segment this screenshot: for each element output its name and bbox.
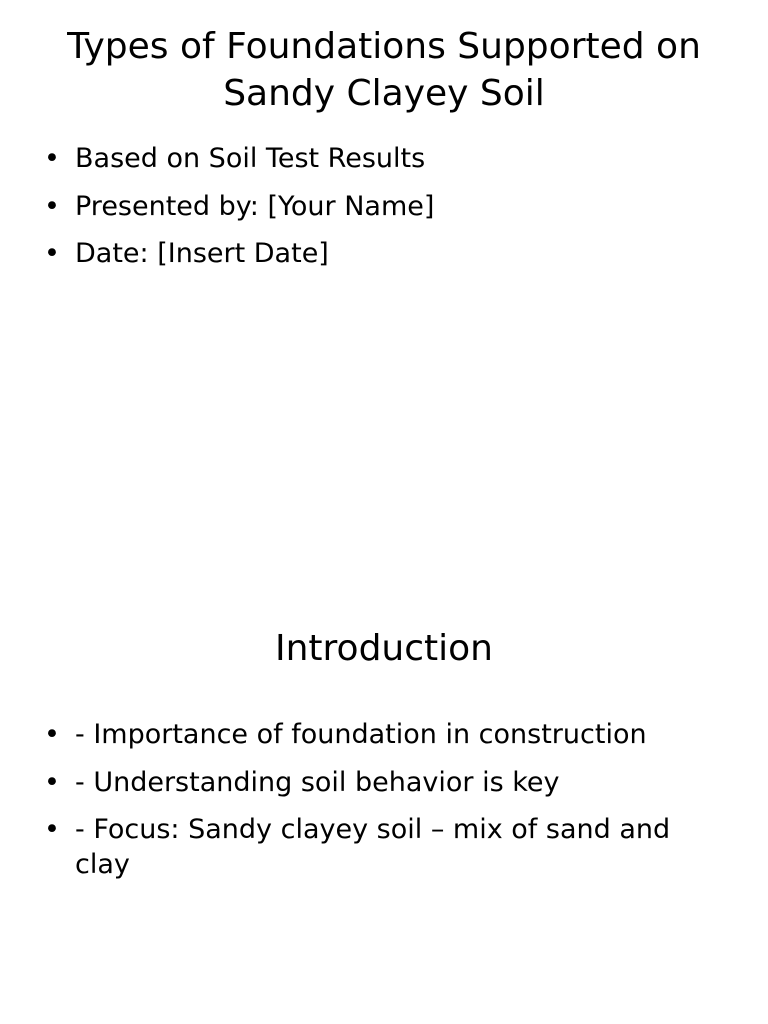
bullet-icon: •: [44, 814, 60, 846]
bullet-item: [40, 142, 730, 177]
bullet-item: [40, 718, 730, 753]
bullet-item: [40, 190, 730, 225]
bullet-icon: •: [44, 190, 60, 222]
bullet-text: - Importance of foundation in construction: [75, 719, 647, 750]
bullet-icon: •: [44, 143, 60, 174]
bullet-text: Based on Soil Test Results: [75, 143, 426, 174]
bullet-list: [40, 718, 730, 895]
introduction-slide: [0, 512, 768, 1024]
bullet-text: Date: [Insert Date]: [75, 238, 329, 270]
bullet-icon: •: [44, 766, 60, 798]
bullet-icon: •: [44, 719, 60, 750]
bullet-icon: •: [44, 238, 60, 270]
bullet-list: [40, 142, 730, 285]
bullet-item: [40, 237, 730, 272]
bullet-item: [40, 813, 730, 882]
bullet-text: - Focus: Sandy clayey soil – mix of sand and clay: [75, 814, 671, 880]
bullet-text: Presented by: [Your Name]: [75, 190, 435, 222]
bullet-item: [40, 766, 730, 801]
bullet-text: - Understanding soil behavior is key: [75, 766, 560, 798]
slide-title: Types of Foundations Supported on Sandy Clayey Soil: [67, 26, 701, 114]
slide-title: Introduction: [274, 628, 493, 669]
